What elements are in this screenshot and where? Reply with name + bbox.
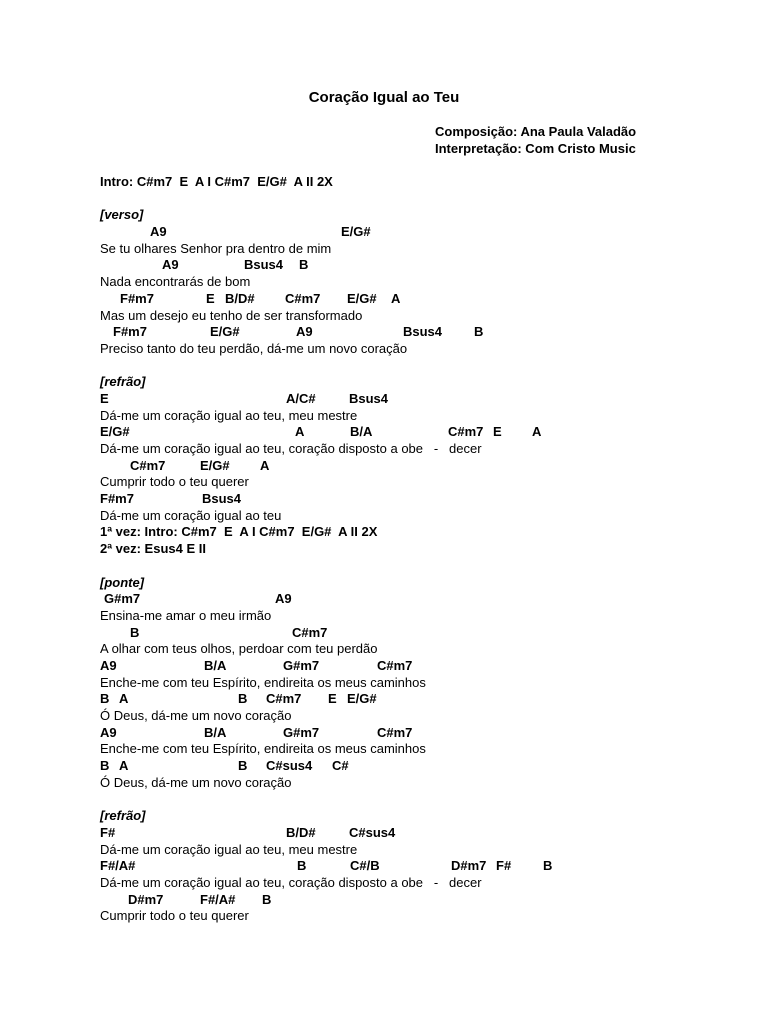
chord: C#m7	[292, 624, 328, 640]
instruction-line: 1ª vez: Intro: C#m7 E A I C#m7 E/G# A II 2X	[100, 524, 378, 540]
chord: Bsus4	[202, 491, 242, 507]
chord: A	[391, 290, 401, 306]
section-label: [refrão]	[100, 374, 146, 390]
chord-line	[100, 758, 720, 775]
chord: F#m7	[113, 324, 147, 340]
chord: C#sus4	[349, 824, 396, 840]
chord: B	[297, 858, 307, 874]
lyric-line: Cumprir todo o teu querer	[100, 474, 249, 490]
chord: E	[206, 290, 215, 306]
chord: B	[100, 758, 110, 774]
lyric-line: A olhar com teus olhos, perdoar com teu perdão	[100, 641, 378, 657]
chord-line	[100, 257, 720, 274]
instruction-line: Intro: C#m7 E A I C#m7 E/G# A II 2X	[100, 174, 333, 189]
chord: F#	[100, 824, 116, 840]
chord: A	[532, 424, 542, 440]
lyric-line: Enche-me com teu Espírito, endireita os meus caminhos	[100, 674, 426, 690]
chord: F#m7	[100, 491, 134, 507]
chord-line	[100, 291, 720, 308]
chord: B	[543, 858, 553, 874]
chord-line	[100, 858, 720, 875]
chord: E	[493, 424, 502, 440]
lyric-line: Dá-me um coração igual ao teu, coração disposto a obe - decer	[100, 874, 482, 890]
chord: B/A	[204, 657, 227, 673]
chord: A	[295, 424, 305, 440]
chord: A	[119, 758, 129, 774]
chord-line	[100, 391, 720, 408]
chord: E	[328, 691, 337, 707]
chord: C#/B	[350, 858, 380, 874]
lyric-line: Ensina-me amar o meu irmão	[100, 607, 272, 623]
chord: B	[474, 324, 484, 340]
chord: C#sus4	[266, 758, 313, 774]
chord: Bsus4	[349, 390, 389, 406]
song-body	[100, 174, 720, 925]
lyric-line: Dá-me um coração igual ao teu, meu mestre	[100, 841, 358, 857]
chord: B/A	[350, 424, 373, 440]
section-label: [refrão]	[100, 808, 146, 824]
chord: A9	[100, 724, 117, 740]
chord: D#m7	[128, 891, 164, 907]
lyric-line: Dá-me um coração igual ao teu	[100, 507, 282, 523]
chord-line	[100, 591, 720, 608]
lyric-line: Ó Deus, dá-me um novo coração	[100, 708, 292, 723]
chord: C#m7	[377, 657, 413, 673]
chord-line	[100, 691, 720, 708]
chord: E	[100, 390, 109, 406]
chord: E/G#	[200, 457, 230, 473]
instruction-line: 2ª vez: Esus4 E II	[100, 541, 206, 557]
lyric-line: Preciso tanto do teu perdão, dá-me um novo coração	[100, 340, 408, 356]
chord: A9	[100, 657, 117, 673]
chord-line	[100, 224, 720, 241]
composer-credit: Composição: Ana Paula Valadão	[435, 124, 637, 139]
chord: E/G#	[347, 691, 377, 707]
chord: F#/A#	[200, 891, 236, 907]
chord: G#m7	[104, 591, 141, 607]
chord-line	[100, 625, 720, 642]
chord: G#m7	[283, 724, 320, 740]
lyric-line: Dá-me um coração igual ao teu, meu mestre	[100, 407, 358, 423]
chord: A9	[296, 324, 313, 340]
chord: E/G#	[341, 224, 371, 240]
chord: B	[238, 758, 248, 774]
chord-line	[100, 458, 720, 475]
chord: C#m7	[448, 424, 484, 440]
chord-line	[100, 892, 720, 909]
lyric-line: Enche-me com teu Espírito, endireita os meus caminhos	[100, 741, 426, 757]
chord: C#m7	[130, 457, 166, 473]
song-title: Coração Igual ao Teu	[308, 89, 460, 106]
chord: B	[262, 891, 272, 907]
chord: B	[238, 691, 248, 707]
chord: A/C#	[286, 390, 316, 406]
chord: C#m7	[266, 691, 302, 707]
chord: B	[100, 691, 110, 707]
lyric-line: Dá-me um coração igual ao teu, coração disposto a obe - decer	[100, 441, 482, 456]
chord-line	[100, 424, 720, 441]
chord: C#	[332, 758, 349, 774]
lyric-line: Nada encontrarás de bom	[100, 274, 251, 290]
chord: A9	[162, 257, 179, 273]
blank-line	[100, 358, 720, 375]
chord-line	[100, 725, 720, 742]
chord-line	[100, 324, 720, 341]
blank-line	[100, 558, 720, 575]
lyric-line: Ó Deus, dá-me um novo coração	[100, 774, 292, 790]
chord: Bsus4	[244, 257, 284, 273]
chord: B/D#	[225, 290, 255, 306]
section-label: [verso]	[100, 207, 144, 223]
chord: G#m7	[283, 657, 320, 673]
section-label: [ponte]	[100, 574, 145, 590]
chord: F#	[496, 858, 512, 874]
chord: A9	[150, 224, 167, 240]
lyric-line: Se tu olhares Senhor pra dentro de mim	[100, 240, 332, 256]
blank-line	[100, 191, 720, 208]
chord: A	[260, 457, 270, 473]
chord: B	[130, 624, 140, 640]
chord: B/D#	[286, 824, 316, 840]
chord: C#m7	[377, 724, 413, 740]
lyric-line: Mas um desejo eu tenho de ser transformado	[100, 307, 363, 323]
chord: D#m7	[451, 858, 487, 874]
chord: A9	[275, 591, 292, 607]
lyric-line: Cumprir todo o teu querer	[100, 908, 249, 924]
chord: F#/A#	[100, 858, 136, 874]
chord: E/G#	[347, 290, 377, 306]
chord: C#m7	[285, 290, 321, 306]
chord: F#m7	[120, 290, 154, 306]
chord: E/G#	[100, 424, 130, 440]
performer-credit: Interpretação: Com Cristo Music	[435, 141, 636, 156]
chord: E/G#	[210, 324, 240, 340]
chord: B	[299, 257, 309, 273]
chord-line	[100, 491, 720, 508]
blank-line	[100, 791, 720, 808]
chord: Bsus4	[403, 324, 443, 340]
chord: A	[119, 691, 129, 707]
chord: B/A	[204, 724, 227, 740]
chord-line	[100, 658, 720, 675]
chord-line	[100, 825, 720, 842]
